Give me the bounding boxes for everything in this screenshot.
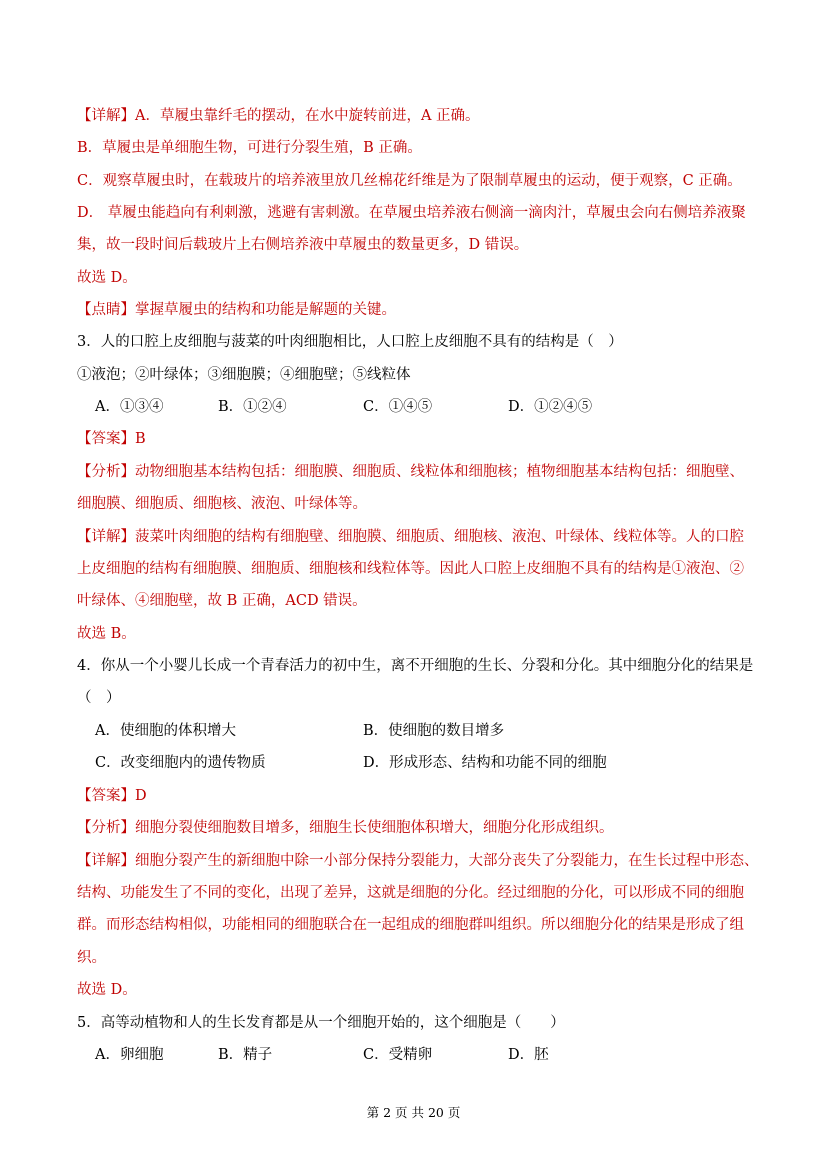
answer-value: D: [135, 788, 147, 804]
q4-stem-line-2: （ ）: [77, 690, 121, 706]
q3-analysis-line-1: 【分析】动物细胞基本结构包括：细胞膜、细胞质、线粒体和细胞核；植物细胞基本结构包括：细胞壁、: [77, 464, 744, 480]
q3-detail-line-2: 上皮细胞的结构有细胞膜、细胞质、细胞核和线粒体等。因此人口腔上皮细胞不具有的结构是①液泡、②: [77, 561, 744, 577]
q3-option-c: C．①④⑤: [363, 399, 433, 415]
q2-detail-line-5: 集，故一段时间后载玻片上右侧培养液中草履虫的数量更多，D 错误。: [77, 237, 529, 253]
q3-answer: [77, 429, 146, 449]
q4-option-b: B．使细胞的数目增多: [363, 723, 505, 739]
detail-label: 【详解】: [77, 529, 135, 545]
detail-label: 【详解】: [77, 108, 135, 124]
q5-option-b: B．精子: [218, 1047, 273, 1063]
q3-option-a: A．①③④: [95, 399, 164, 415]
q3-items: ①液泡；②叶绿体；③细胞膜；④细胞壁；⑤线粒体: [77, 367, 411, 383]
q4-detail-line-1: 【详解】细胞分裂产生的新细胞中除一小部分保持分裂能力，大部分丧失了分裂能力，在生长过程中形态、: [77, 853, 759, 869]
q5-option-a: A．卵细胞: [95, 1047, 164, 1063]
page-footer: 第 2 页 共 20 页: [366, 1105, 461, 1120]
q2-choose: 故选 D。: [77, 270, 137, 286]
q2-point: 【点睛】掌握草履虫的结构和功能是解题的关键。: [77, 302, 396, 318]
q2-detail-line-1: 【详解】A．草履虫靠纤毛的摆动，在水中旋转前进，A 正确。: [77, 108, 480, 124]
q4-option-c: C．改变细胞内的遗传物质: [95, 755, 266, 771]
q4-detail-line-3: 群。而形态结构相似，功能相同的细胞联合在一起组成的细胞群叫组织。所以细胞分化的结果是形成了组: [77, 917, 744, 933]
q4-option-a: A．使细胞的体积增大: [95, 723, 236, 739]
point-label: 【点睛】: [77, 302, 135, 318]
q3-detail-line-3: 叶绿体、④细胞壁，故 B 正确，ACD 错误。: [77, 593, 367, 609]
q5-option-c: C．受精卵: [363, 1047, 433, 1063]
answer-label: 【答案】: [77, 431, 135, 447]
q3-analysis-line-2: 细胞膜、细胞质、细胞核、液泡、叶绿体等。: [77, 496, 367, 512]
q3-choose: 故选 B。: [77, 626, 136, 642]
answer-label: 【答案】: [77, 788, 135, 804]
q4-option-d: D．形成形态、结构和功能不同的细胞: [363, 755, 607, 771]
q3-detail-line-1: 【详解】菠菜叶肉细胞的结构有细胞壁、细胞膜、细胞质、细胞核、液泡、叶绿体、线粒体等。人的口腔: [77, 529, 744, 545]
q4-analysis-line-1: 【分析】细胞分裂使细胞数目增多，细胞生长使细胞体积增大，细胞分化形成组织。: [77, 820, 614, 836]
detail-label: 【详解】: [77, 853, 135, 869]
q4-answer: [77, 786, 147, 806]
q3-option-b: B．①②④: [218, 399, 287, 415]
q2-detail-line-4: D． 草履虫能趋向有利刺激，逃避有害刺激。在草履虫培养液右侧滴一滴肉汁，草履虫会向右侧培养液聚: [77, 205, 746, 221]
q2-detail-line-3: C．观察草履虫时，在载玻片的培养液里放几丝棉花纤维是为了限制草履虫的运动，便于观察，C 正确。: [77, 173, 742, 189]
q2-detail-line-2: B．草履虫是单细胞生物，可进行分裂生殖，B 正确。: [77, 140, 422, 156]
q4-stem-line-1: 4．你从一个小婴儿长成一个青春活力的初中生，离不开细胞的生长、分裂和分化。其中细胞分化的结果是: [77, 658, 754, 674]
q3-option-d: D．①②④⑤: [508, 399, 593, 415]
q3-stem: 3．人的口腔上皮细胞与菠菜的叶肉细胞相比，人口腔上皮细胞不具有的结构是（ ）: [77, 334, 623, 350]
analysis-label: 【分析】: [77, 820, 135, 836]
answer-value: B: [135, 431, 146, 447]
q4-detail-line-2: 结构、功能发生了不同的变化，出现了差异，这就是细胞的分化。经过细胞的分化，可以形成不同的细胞: [77, 885, 744, 901]
q4-detail-line-4: 织。: [77, 950, 106, 966]
analysis-label: 【分析】: [77, 464, 135, 480]
q5-stem: 5．高等动植物和人的生长发育都是从一个细胞开始的，这个细胞是（ ）: [77, 1015, 565, 1031]
q5-option-d: D．胚: [508, 1047, 549, 1063]
q4-choose: 故选 D。: [77, 982, 137, 998]
